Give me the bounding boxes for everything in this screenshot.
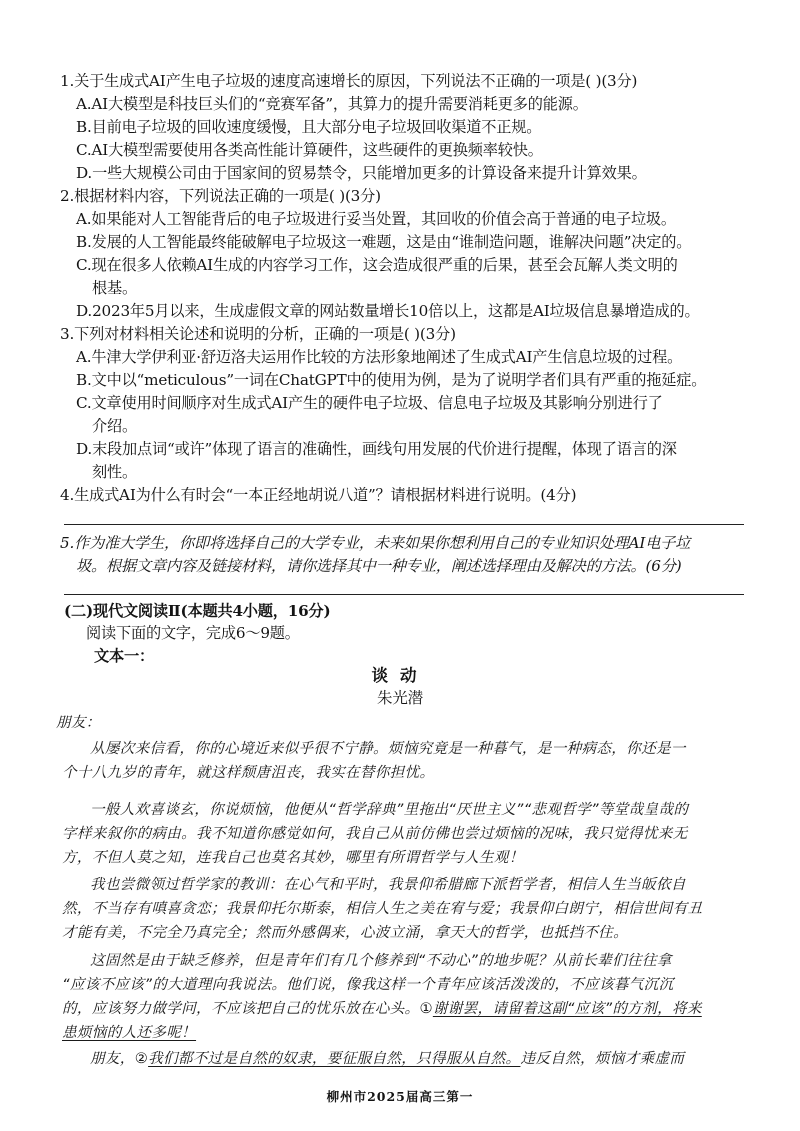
question-4-stem: 4.生成式AI为什么有时会“一本正经地胡说八道”？请根据材料进行说明。(4分) (60, 486, 577, 504)
question-3-option-c: C.文章使用时间顺序对生成式AI产生的硬件电子垃圾、信息电子垃圾及其影响分别进行了 (76, 394, 663, 412)
passage-line: 然，不当存有嗔喜贪恋；我景仰托尔斯泰，相信人生之美在宥与爱；我景仰白朗宁，相信世间有丑 (62, 900, 703, 917)
question-2-option-c: C.现在很多人依赖AI生成的内容学习工作，这会造成很严重的后果，甚至会瓦解人类文明的 (76, 256, 678, 274)
marker-1: ① (419, 1000, 433, 1017)
passage-line: 方，不但人莫之知，连我自己也莫名其妙，哪里有所谓哲学与人生观！ (62, 849, 524, 866)
section-instruction: 阅读下面的文字，完成6～9题。 (86, 624, 300, 642)
section-heading: (二)现代文阅读Ⅱ(本题共4小题，16分) (64, 602, 331, 620)
question-5-stem-line1: 5.作为准大学生，你即将选择自己的大学专业，未来如果你想利用自己的专业知识处理AI电子垃 (60, 534, 691, 552)
question-3-option-d: D.末段加点词“或许”体现了语言的准确性，画线句用发展的代价进行提醒，体现了语言的深 (76, 440, 677, 458)
question-2-stem: 2.根据材料内容，下列说法正确的一项是( )(3分) (60, 187, 381, 205)
underlined-sentence-1-cont: 患烦恼的人还多呢！ (62, 1024, 197, 1041)
question-3-option-d-cont: 刻性。 (92, 463, 137, 481)
question-2-option-d: D.2023年5月以来，生成虚假文章的网站数量增长10倍以上，这都是AI垃圾信息暴增造成的。 (76, 302, 700, 320)
passage-line: “应该不应该”的大道理向我说法。他们说，像我这样一个青年应该活泼泼的，不应该暮气沉沉 (62, 976, 674, 993)
question-1-option-c: C.AI大模型需要使用各类高性能计算硬件，这些硬件的更换频率较快。 (76, 141, 543, 159)
question-3-stem: 3.下列对材料相关论述和说明的分析，正确的一项是( )(3分) (60, 325, 456, 343)
passage-line: 才能有美，不完全乃真完全；然而外感偶来，心波立涌，拿天大的哲学，也抵挡不住。 (62, 924, 628, 941)
question-5-stem-line2: 圾。根据文章内容及链接材料，请你选择其中一种专业，阐述选择理由及解决的方法。(6分) (76, 557, 682, 575)
question-2-option-a: A.如果能对人工智能背后的电子垃圾进行妥当处置，其回收的价值会高于普通的电子垃圾。 (76, 210, 676, 228)
question-2-option-b: B.发展的人工智能最终能破解电子垃圾这一难题，这是由“谁制造问题，谁解决问题”决定的。 (76, 233, 692, 251)
underlined-sentence-1: 谢谢罢，请留着这副“应该”的方剂，将来 (432, 1000, 702, 1017)
passage-line-segment: 的，应该努力做学问，不应该把自己的忧乐放在心头。 (62, 1000, 420, 1017)
passage-line: 字样来叙你的病由。我不知道你感觉如何，我自己从前仿佛也尝过烦恼的况味，我只觉得忧来无 (62, 825, 688, 842)
question-2-option-c-cont: 根基。 (92, 279, 137, 297)
text-one-label: 文本一： (94, 647, 154, 665)
passage-line-with-mark-1 (62, 998, 702, 1020)
answer-line-q5 (64, 594, 744, 595)
page-footer: 柳州市2025届高三第一 (326, 1089, 474, 1104)
passage-line: 这固然是由于缺乏修养，但是青年们有几个修养到“不动心”的地步呢？从前长辈们往往拿 (90, 952, 672, 969)
passage-line: 一般人欢喜谈玄，你说烦恼，他便从“哲学辞典”里拖出“厌世主义”“悲观哲学”等堂哉皇哉的 (90, 801, 689, 818)
marker-2: ② (134, 1050, 149, 1067)
passage-line: 我也尝微领过哲学家的教训：在心气和平时，我景仰希腊廊下派哲学者，相信人生当皈依自 (90, 876, 686, 893)
passage-line: 个十八九岁的青年，就这样颓唐沮丧，我实在替你担忧。 (62, 764, 435, 781)
passage-line-with-mark-2 (90, 1048, 684, 1070)
question-1-option-b: B.目前电子垃圾的回收速度缓慢，且大部分电子垃圾回收渠道不正规。 (76, 118, 542, 136)
question-3-option-a: A.牛津大学伊利亚·舒迈洛夫运用作比较的方法形象地阐述了生成式AI产生信息垃圾的过程。 (76, 348, 683, 366)
question-3-option-b: B.文中以“meticulous”一词在ChatGPT中的使用为例，是为了说明学者们具有严重的拖延症。 (76, 371, 707, 389)
question-3-option-c-cont: 介绍。 (92, 417, 137, 435)
article-author: 朱光潜 (377, 689, 423, 707)
article-title: 谈动 (371, 666, 429, 685)
passage-line-underlined (62, 1022, 196, 1044)
question-1-stem: 1.关于生成式AI产生电子垃圾的速度高速增长的原因，下列说法不正确的一项是( )(3分) (60, 72, 638, 90)
answer-line-q4 (64, 524, 744, 525)
question-1-option-a: A.AI大模型是科技巨头们的“竞赛军备”，其算力的提升需要消耗更多的能源。 (76, 95, 588, 113)
question-1-option-d: D.一些大规模公司由于国家间的贸易禁令，只能增加更多的计算设备来提升计算效果。 (76, 164, 647, 182)
letter-salutation: 朋友： (56, 714, 101, 731)
passage-line: 从屡次来信看，你的心境近来似乎很不宁静。烦恼究竟是一种暮气，是一种病态，你还是一 (90, 740, 686, 757)
underlined-sentence-2: 我们都不过是自然的奴隶，要征服自然，只得服从自然。 (148, 1050, 521, 1067)
passage-line-segment: 朋友， (90, 1050, 135, 1067)
passage-line-segment: 违反自然，烦恼才乘虚而 (520, 1050, 685, 1067)
